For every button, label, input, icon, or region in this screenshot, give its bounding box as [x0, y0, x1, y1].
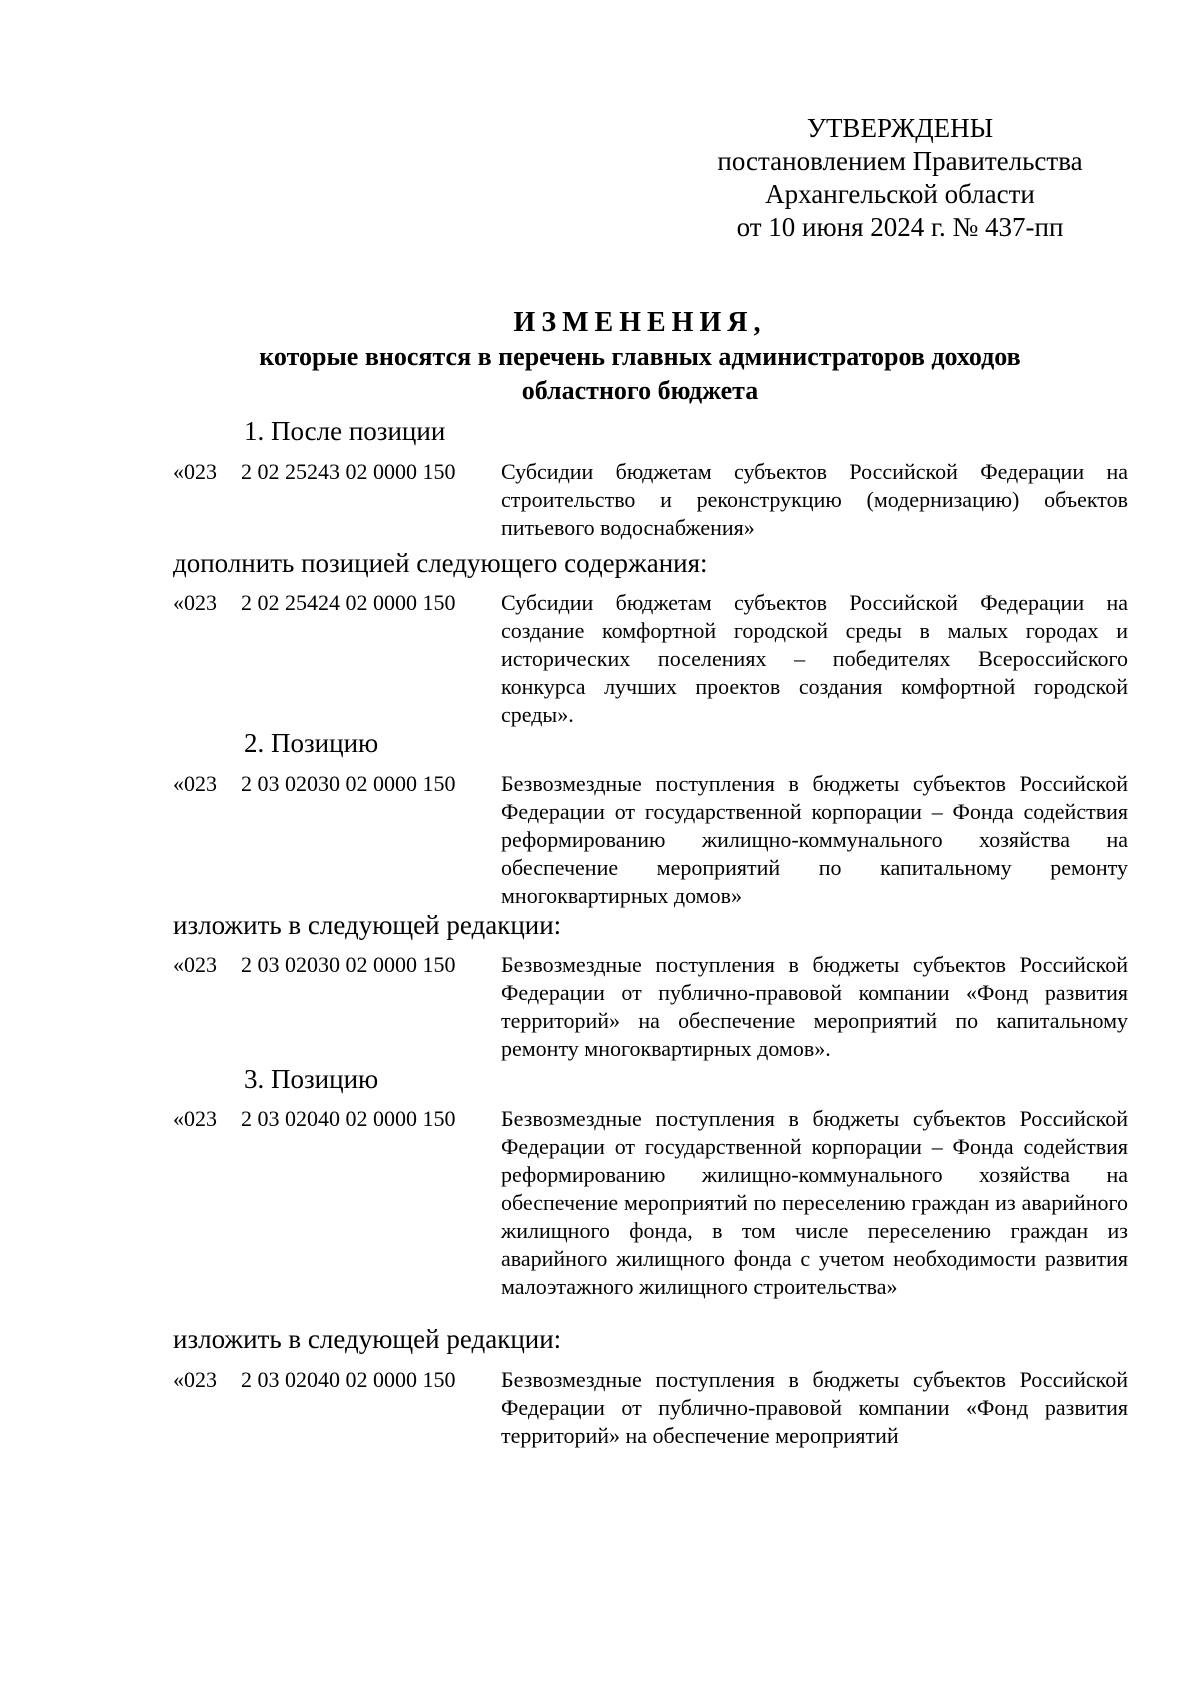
- title-main: ИЗМЕНЕНИЯ,: [513, 307, 767, 338]
- entry-description: Безвозмездные поступления в бюджеты субъектов Российской Федерации от государственной корпорации – Фонда содействия реформированию жилищно-коммунального хозяйства на обеспечение мероприятий по капитальному ремонту многоквартирных домов»: [501, 771, 1128, 908]
- admin-code: «023: [173, 1367, 217, 1392]
- entry-description: Безвозмездные поступления в бюджеты субъектов Российской Федерации от публично-правовой компании «Фонд развития территорий» на обеспечение мероприятий по капитальному ремонту многоквартирных домов».: [501, 952, 1128, 1061]
- admin-code: «023: [173, 771, 217, 796]
- entry-description: Субсидии бюджетам субъектов Российской Федерации на создание комфортной городской среды в малых городах и исторических поселениях – победителях Всероссийского конкурса лучших проектов создания комфортной городской среды».: [501, 590, 1128, 727]
- item-1-intro: 1. После позиции: [244, 416, 446, 446]
- item-3-action: изложить в следующей редакции:: [173, 1324, 562, 1354]
- entry-description: Субсидии бюджетам субъектов Российской Федерации на строительство и реконструкцию (модернизацию) объектов питьевого водоснабжения»: [501, 459, 1128, 540]
- entry-description: Безвозмездные поступления в бюджеты субъектов Российской Федерации от государственной корпорации – Фонда содействия реформированию жилищно-коммунального хозяйства на обеспечение мероприятий по переселению граждан из аварийного жилищного фонда, в том числе переселению граждан из аварийного жилищного фонда с учетом необходимости развития малоэтажного жилищного строительства»: [501, 1106, 1128, 1299]
- admin-code: «023: [173, 952, 217, 977]
- approval-line-3: Архангельской области: [765, 179, 1035, 209]
- revenue-code: 2 02 25424 02 0000 150: [241, 590, 456, 615]
- admin-code: «023: [173, 459, 217, 484]
- item-2-action: изложить в следующей редакции:: [173, 910, 562, 940]
- admin-code: «023: [173, 590, 217, 615]
- revenue-code: 2 03 02040 02 0000 150: [241, 1367, 456, 1392]
- revenue-code: 2 03 02030 02 0000 150: [241, 771, 456, 796]
- revenue-code: 2 02 25243 02 0000 150: [241, 459, 456, 484]
- document-title: [160, 306, 1120, 408]
- title-subtitle-line-1: которые вносятся в перечень главных администраторов доходов: [259, 342, 1021, 371]
- approval-line-1: УТВЕРЖДЕНЫ: [806, 113, 994, 143]
- approval-line-2: постановлением Правительства: [717, 146, 1083, 176]
- title-subtitle-line-2: областного бюджета: [521, 376, 759, 405]
- entry-description: Безвозмездные поступления в бюджеты субъектов Российской Федерации от публично-правовой компании «Фонд развития территорий» на обеспечение мероприятий: [501, 1367, 1128, 1448]
- approval-stamp: [700, 112, 1100, 244]
- revenue-code: 2 03 02030 02 0000 150: [241, 952, 456, 977]
- revenue-code: 2 03 02040 02 0000 150: [241, 1106, 456, 1131]
- admin-code: «023: [173, 1106, 217, 1131]
- item-2-intro: 2. Позицию: [244, 728, 379, 758]
- approval-line-4: от 10 июня 2024 г. № 437-пп: [736, 212, 1064, 242]
- item-1-action: дополнить позицией следующего содержания:: [173, 548, 708, 578]
- item-3-intro: 3. Позицию: [244, 1064, 379, 1094]
